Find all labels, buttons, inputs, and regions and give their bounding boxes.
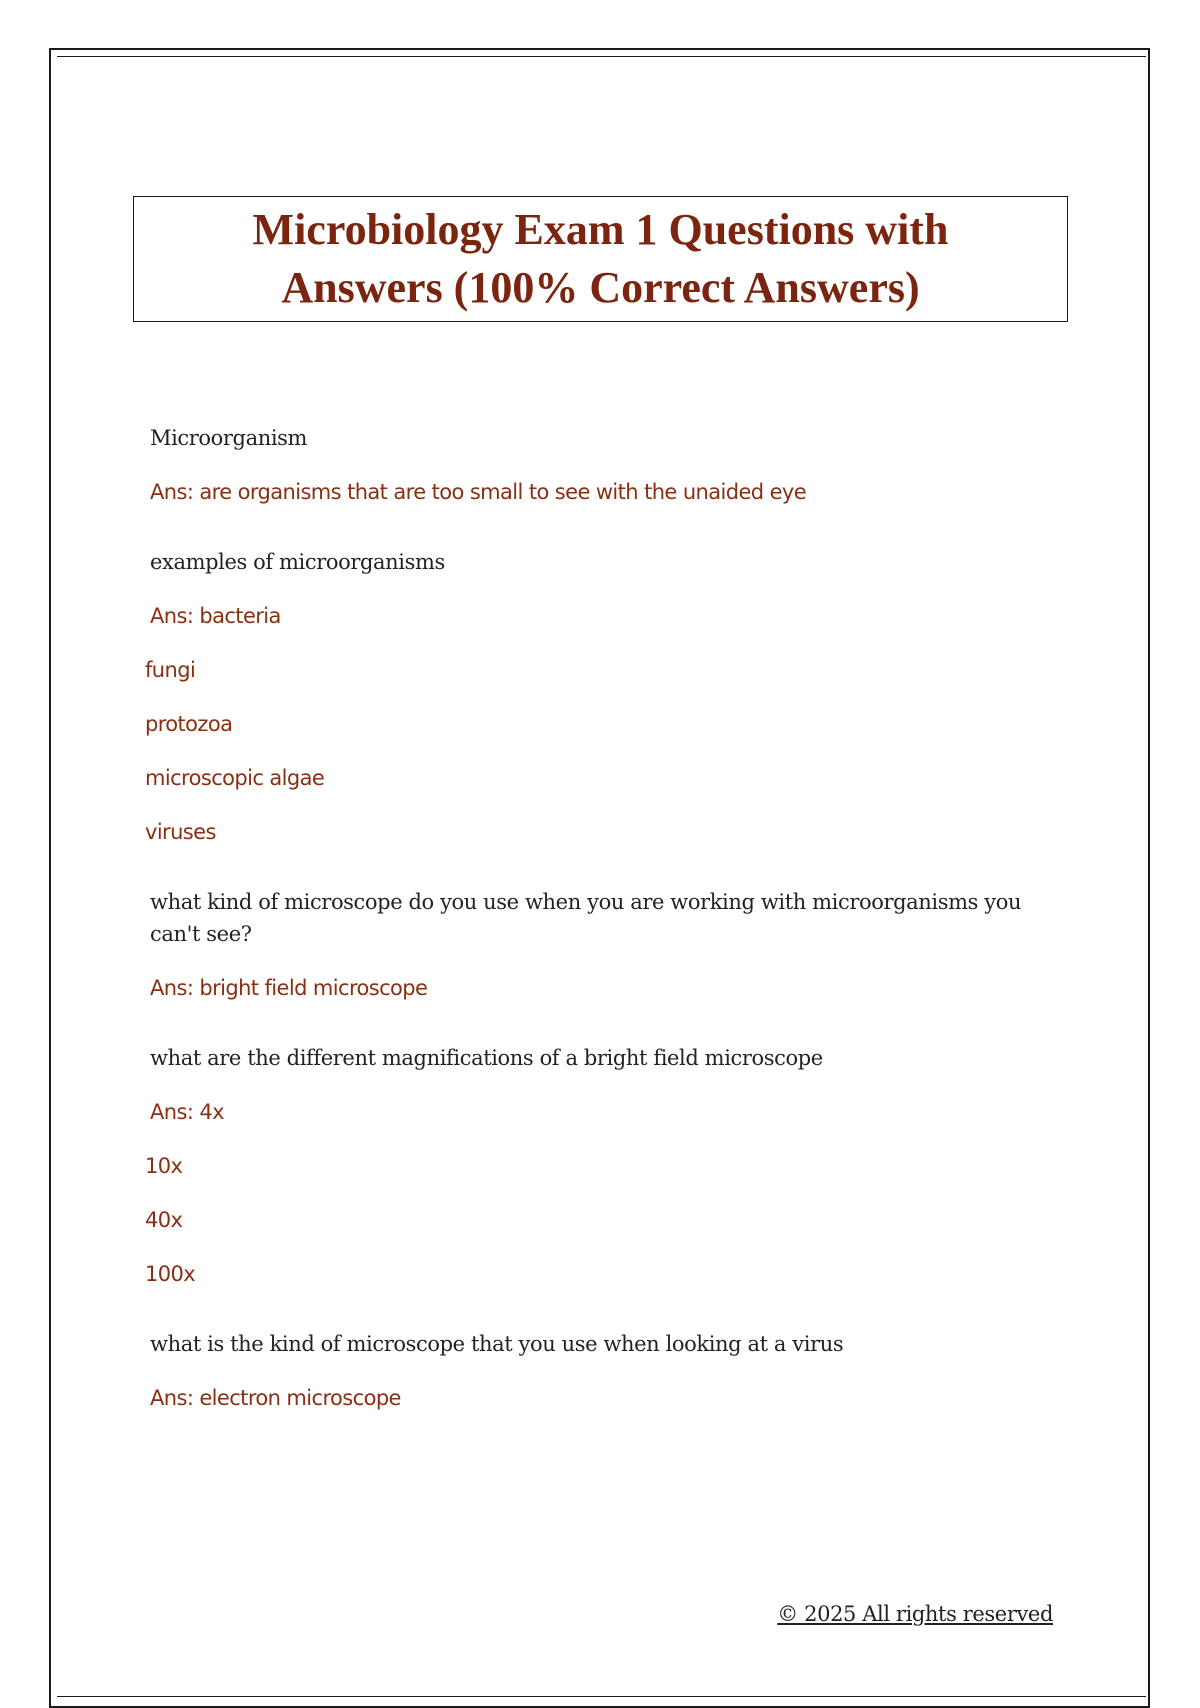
question-text: examples of microorganisms (150, 550, 445, 574)
answer-list-item: fungi (145, 658, 196, 682)
question-text: what are the different magnifications of a bright field microscope (150, 1046, 823, 1070)
title-box (133, 196, 1068, 322)
answer-list-item: 100x (145, 1262, 196, 1286)
page-bottom-rule (57, 1696, 1146, 1697)
answer-text: Ans: electron microscope (150, 1386, 401, 1410)
answer-list-item: viruses (145, 820, 216, 844)
copyright-footer: © 2025 All rights reserved (777, 1602, 1053, 1626)
answer-list-item: microscopic algae (145, 766, 325, 790)
answer-list-item: protozoa (145, 712, 233, 736)
answer-list-item: 40x (145, 1208, 183, 1232)
answer-text: Ans: bacteria (150, 604, 281, 628)
page-top-rule (57, 56, 1146, 57)
qa-item (145, 1328, 1045, 1414)
qa-item (145, 546, 1045, 848)
answer-text: Ans: bright field microscope (150, 976, 428, 1000)
answer-text: Ans: are organisms that are too small to see with the unaided eye (150, 480, 807, 504)
answer-text: Ans: 4x (150, 1100, 224, 1124)
document-title: Microbiology Exam 1 Questions with Answers (100% Correct Answers) (252, 205, 949, 312)
qa-list (145, 422, 1045, 1452)
question-text: what kind of microscope do you use when you are working with microorganisms you can't see? (150, 890, 1022, 946)
qa-item (145, 1042, 1045, 1290)
question-text: what is the kind of microscope that you use when looking at a virus (150, 1332, 844, 1356)
qa-item (145, 422, 1045, 508)
qa-item (145, 886, 1045, 1004)
question-text: Microorganism (150, 426, 308, 450)
answer-list-item: 10x (145, 1154, 183, 1178)
